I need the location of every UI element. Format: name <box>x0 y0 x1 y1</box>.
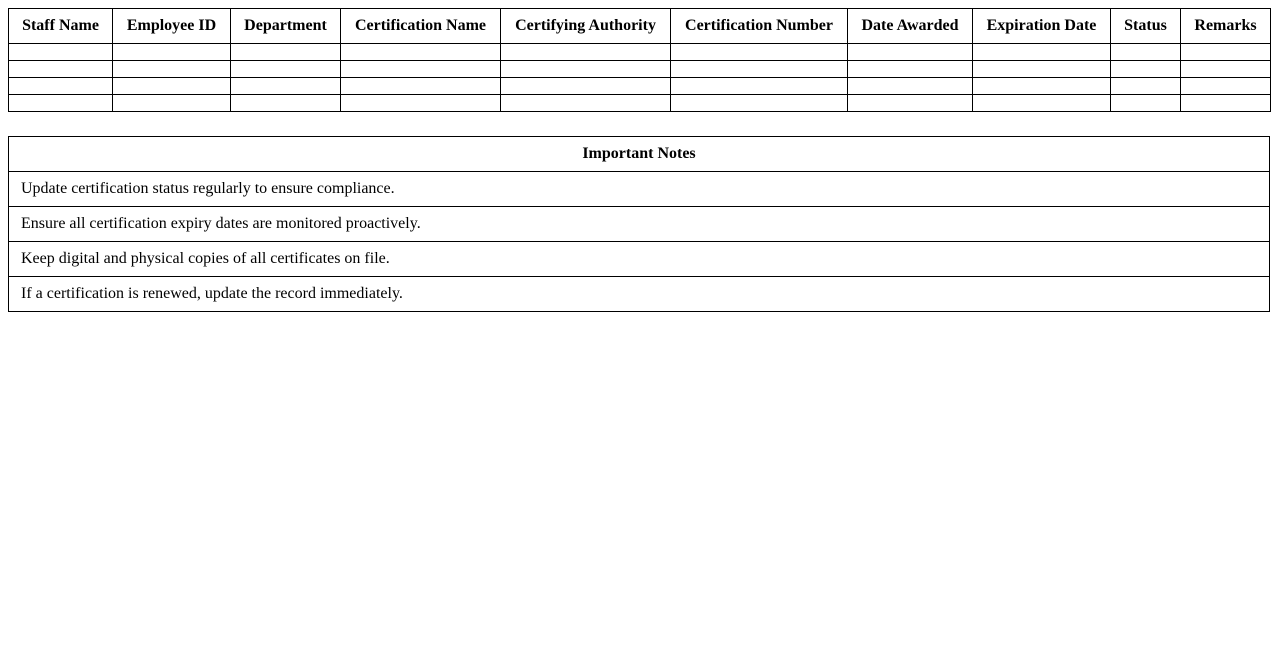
table-cell[interactable] <box>973 78 1111 95</box>
notes-header-row <box>9 137 1270 172</box>
column-header-staff-name: Staff Name <box>9 9 113 44</box>
table-cell[interactable] <box>848 78 973 95</box>
table-row <box>9 78 1271 95</box>
table-cell[interactable] <box>973 61 1111 78</box>
table-cell[interactable] <box>1181 61 1271 78</box>
table-cell[interactable] <box>341 78 501 95</box>
table-cell[interactable] <box>848 44 973 61</box>
table-cell[interactable] <box>1111 61 1181 78</box>
table-cell[interactable] <box>231 95 341 112</box>
table-cell[interactable] <box>1181 95 1271 112</box>
column-header-employee-id: Employee ID <box>113 9 231 44</box>
table-cell[interactable] <box>848 95 973 112</box>
table-row <box>9 44 1271 61</box>
document-page <box>0 0 1278 312</box>
table-cell[interactable] <box>501 95 671 112</box>
column-header-certification-number: Certification Number <box>671 9 848 44</box>
column-header-date-awarded: Date Awarded <box>848 9 973 44</box>
column-header-status: Status <box>1111 9 1181 44</box>
note-row <box>9 242 1270 277</box>
table-cell[interactable] <box>113 44 231 61</box>
note-row <box>9 207 1270 242</box>
table-cell[interactable] <box>231 44 341 61</box>
table-cell[interactable] <box>1111 44 1181 61</box>
table-cell[interactable] <box>973 95 1111 112</box>
table-row <box>9 95 1271 112</box>
table-cell[interactable] <box>9 61 113 78</box>
table-cell[interactable] <box>113 61 231 78</box>
table-cell[interactable] <box>1181 78 1271 95</box>
important-notes-table <box>8 136 1270 312</box>
notes-title: Important Notes <box>9 137 1270 172</box>
note-item: Update certification status regularly to ensure compliance. <box>9 172 1270 207</box>
note-item: If a certification is renewed, update the record immediately. <box>9 277 1270 312</box>
table-cell[interactable] <box>973 44 1111 61</box>
table-cell[interactable] <box>501 78 671 95</box>
table-cell[interactable] <box>341 61 501 78</box>
table-cell[interactable] <box>671 78 848 95</box>
table-cell[interactable] <box>671 95 848 112</box>
column-header-certifying-authority: Certifying Authority <box>501 9 671 44</box>
table-cell[interactable] <box>671 44 848 61</box>
table-cell[interactable] <box>113 78 231 95</box>
certification-table <box>8 8 1271 112</box>
table-cell[interactable] <box>113 95 231 112</box>
table-cell[interactable] <box>341 95 501 112</box>
note-row <box>9 172 1270 207</box>
table-cell[interactable] <box>231 61 341 78</box>
table-cell[interactable] <box>848 61 973 78</box>
column-header-remarks: Remarks <box>1181 9 1271 44</box>
note-item: Ensure all certification expiry dates are monitored proactively. <box>9 207 1270 242</box>
table-cell[interactable] <box>9 95 113 112</box>
table-row <box>9 61 1271 78</box>
table-cell[interactable] <box>341 44 501 61</box>
table-cell[interactable] <box>1111 78 1181 95</box>
header-row <box>9 9 1271 44</box>
column-header-certification-name: Certification Name <box>341 9 501 44</box>
table-cell[interactable] <box>231 78 341 95</box>
table-cell[interactable] <box>501 44 671 61</box>
column-header-department: Department <box>231 9 341 44</box>
table-cell[interactable] <box>1111 95 1181 112</box>
note-row <box>9 277 1270 312</box>
table-cell[interactable] <box>671 61 848 78</box>
table-cell[interactable] <box>9 78 113 95</box>
table-cell[interactable] <box>9 44 113 61</box>
table-cell[interactable] <box>1181 44 1271 61</box>
note-item: Keep digital and physical copies of all certificates on file. <box>9 242 1270 277</box>
table-cell[interactable] <box>501 61 671 78</box>
column-header-expiration-date: Expiration Date <box>973 9 1111 44</box>
